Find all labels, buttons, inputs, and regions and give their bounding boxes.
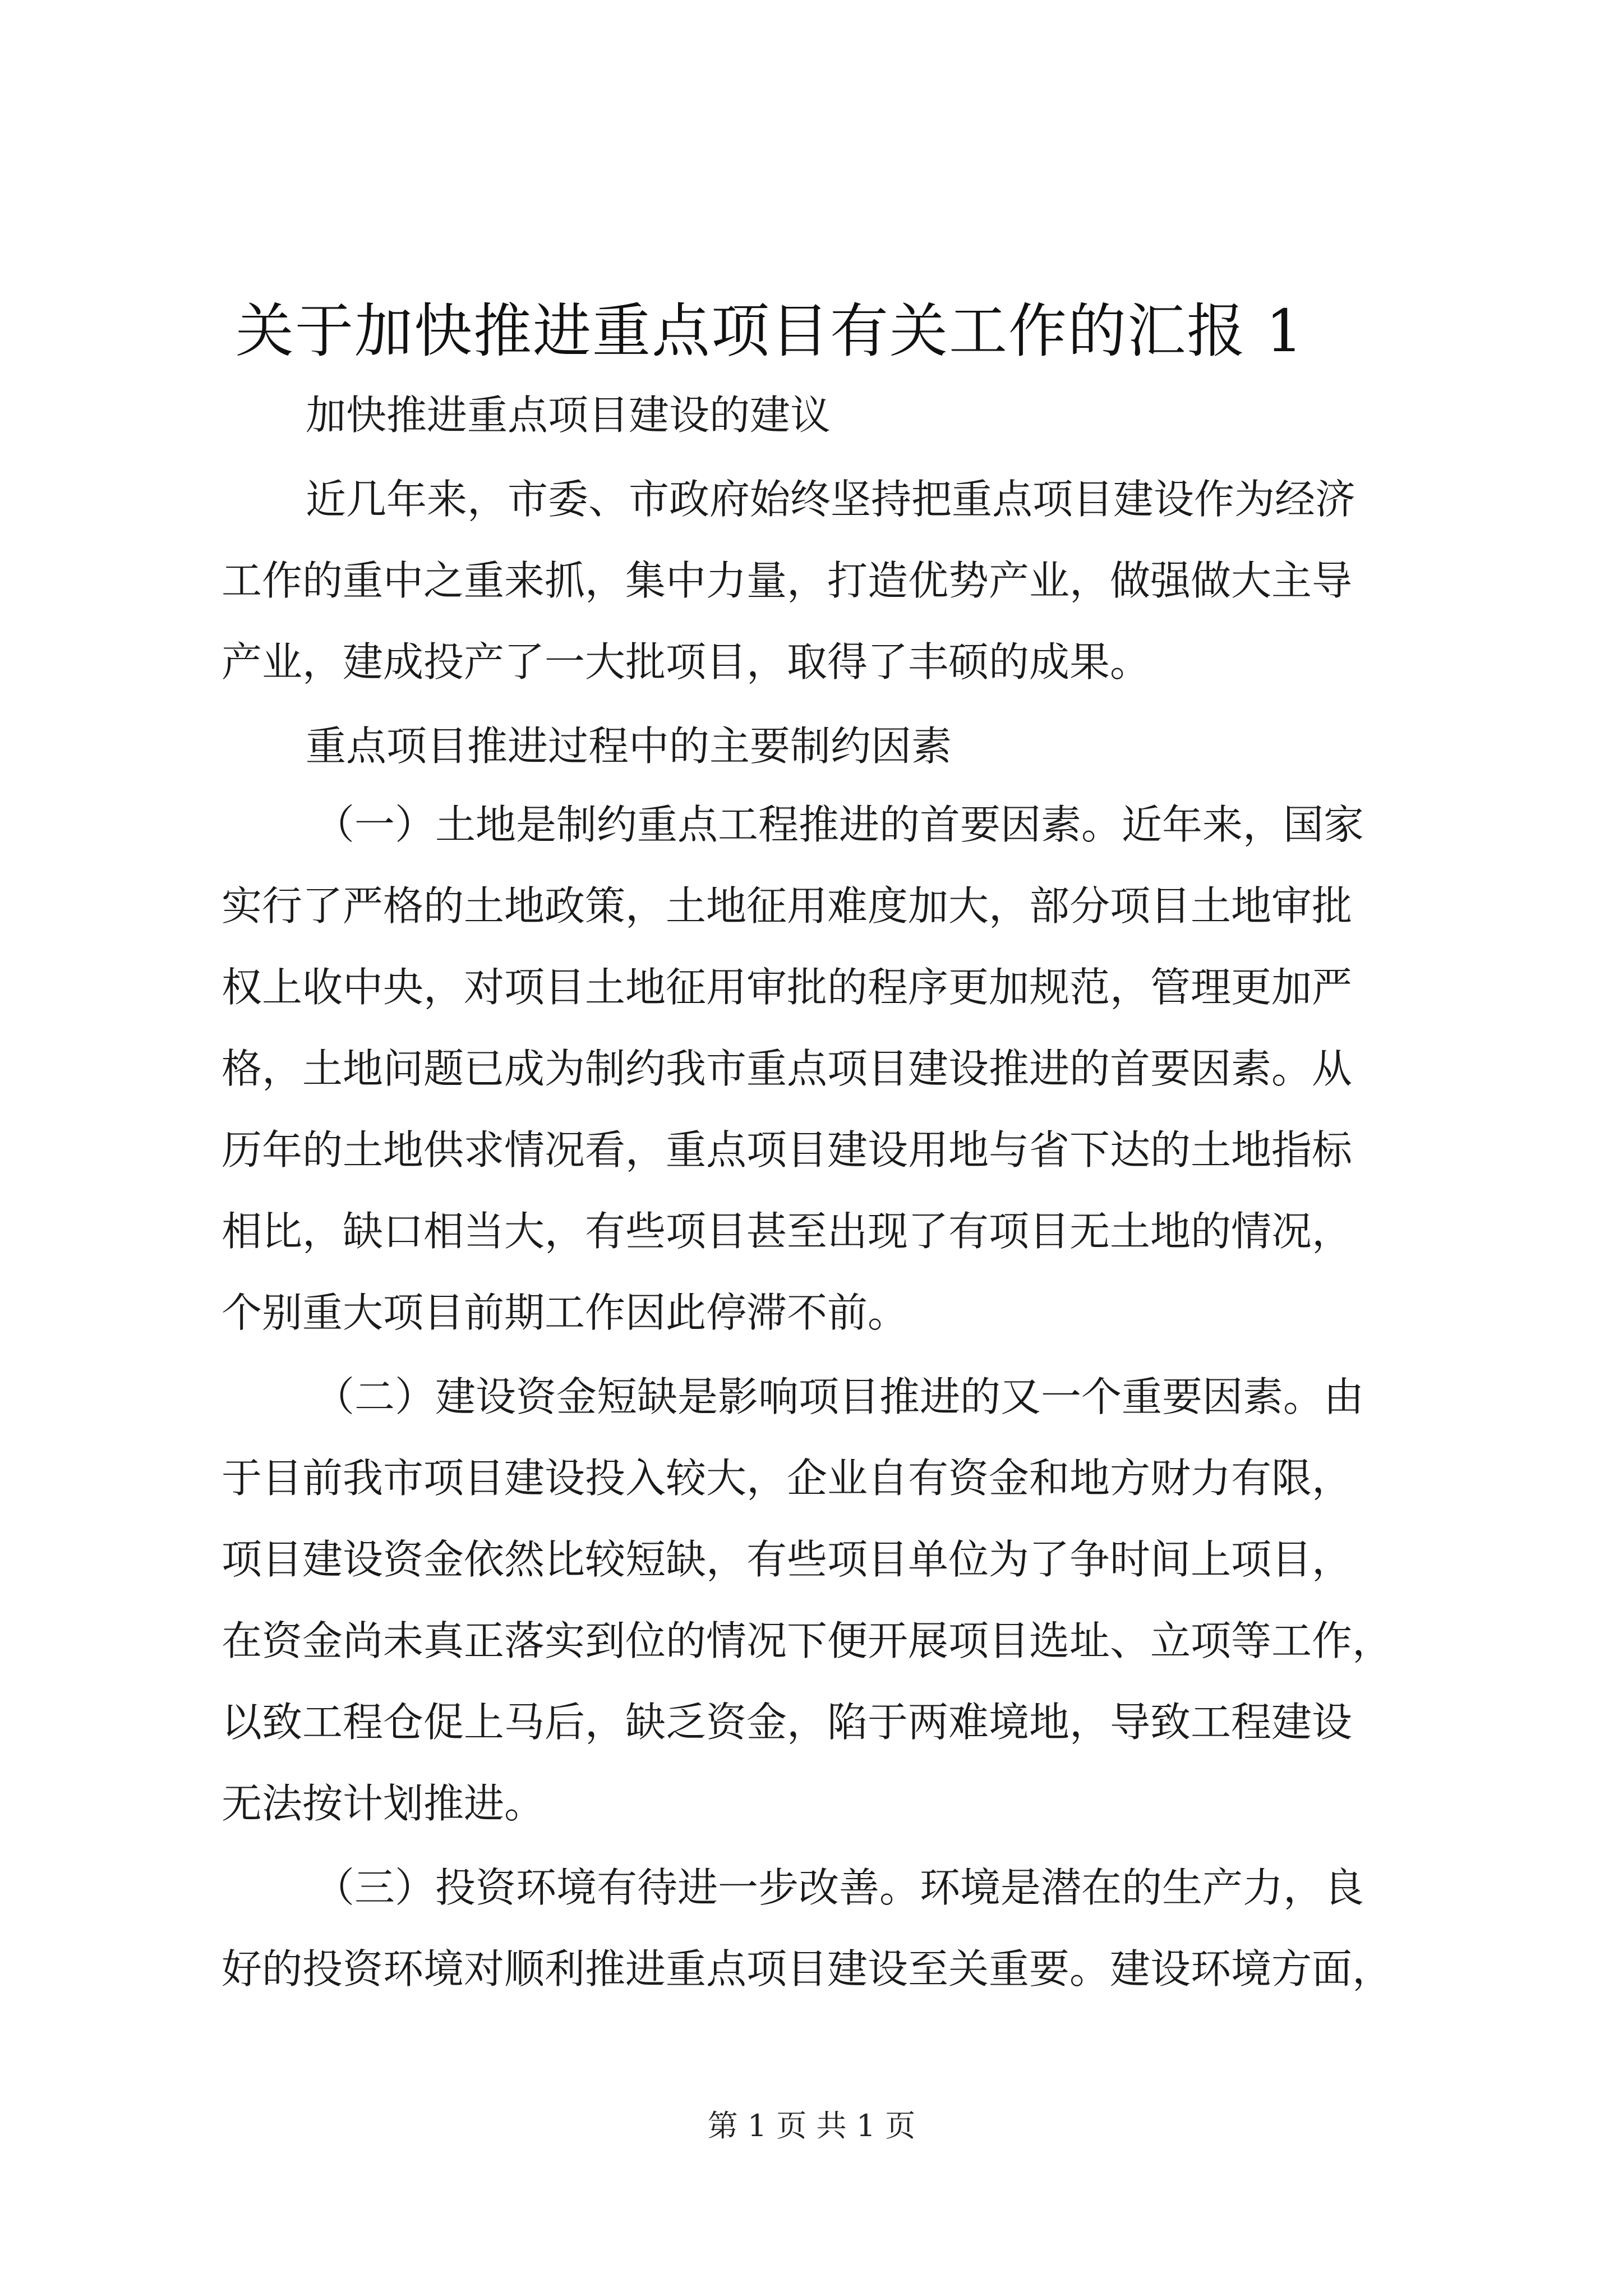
paragraph-line: 好的投资环境对顺利推进重点项目建设至关重要。建设环境方面，	[222, 1945, 1393, 1993]
paragraph-line: 以致工程仓促上马后，缺乏资金，陷于两难境地，导致工程建设	[222, 1699, 1353, 1746]
paragraph-line: 个别重大项目前期工作因此停滞不前。	[222, 1289, 909, 1336]
paragraph-line: 历年的土地供求情况看，重点项目建设用地与省下达的土地指标	[222, 1126, 1353, 1174]
page-footer: 第 1 页 共 1 页	[707, 2108, 916, 2143]
document-title: 关于加快推进重点项目有关工作的汇报 1	[236, 297, 1304, 365]
paragraph-line: （三）投资环境有待进一步改善。环境是潜在的生产力，良	[314, 1864, 1364, 1911]
paragraph-line: 实行了严格的土地政策，土地征用难度加大，部分项目土地审批	[222, 882, 1353, 930]
paragraph-line: 项目建设资金依然比较短缺，有些项目单位为了争时间上项目，	[222, 1536, 1353, 1583]
paragraph-line: 近几年来，市委、市政府始终坚持把重点项目建设作为经济	[306, 476, 1356, 523]
paragraph-line: 权上收中央，对项目土地征用审批的程序更加规范，管理更加严	[222, 964, 1353, 1011]
paragraph-line: 无法按计划推进。	[222, 1780, 545, 1827]
section-heading: 重点项目推进过程中的主要制约因素	[306, 723, 952, 770]
paragraph-line: （二）建设资金短缺是影响项目推进的又一个重要因素。由	[314, 1373, 1364, 1420]
paragraph-line: 于目前我市项目建设投入较大，企业自有资金和地方财力有限，	[222, 1455, 1353, 1502]
paragraph-line: 相比，缺口相当大，有些项目甚至出现了有项目无土地的情况，	[222, 1208, 1353, 1255]
paragraph-line: 产业，建成投产了一大批项目，取得了丰硕的成果。	[222, 638, 1151, 685]
paragraph-line: （一）土地是制约重点工程推进的首要因素。近年来，国家	[314, 801, 1364, 848]
paragraph-line: 格，土地问题已成为制约我市重点项目建设推进的首要因素。从	[222, 1045, 1353, 1092]
paragraph-line: 在资金尚未真正落实到位的情况下便开展项目选址、立项等工作，	[222, 1617, 1393, 1664]
paragraph-line: 工作的重中之重来抓，集中力量，打造优势产业，做强做大主导	[222, 557, 1353, 604]
section-heading: 加快推进重点项目建设的建议	[306, 392, 831, 439]
